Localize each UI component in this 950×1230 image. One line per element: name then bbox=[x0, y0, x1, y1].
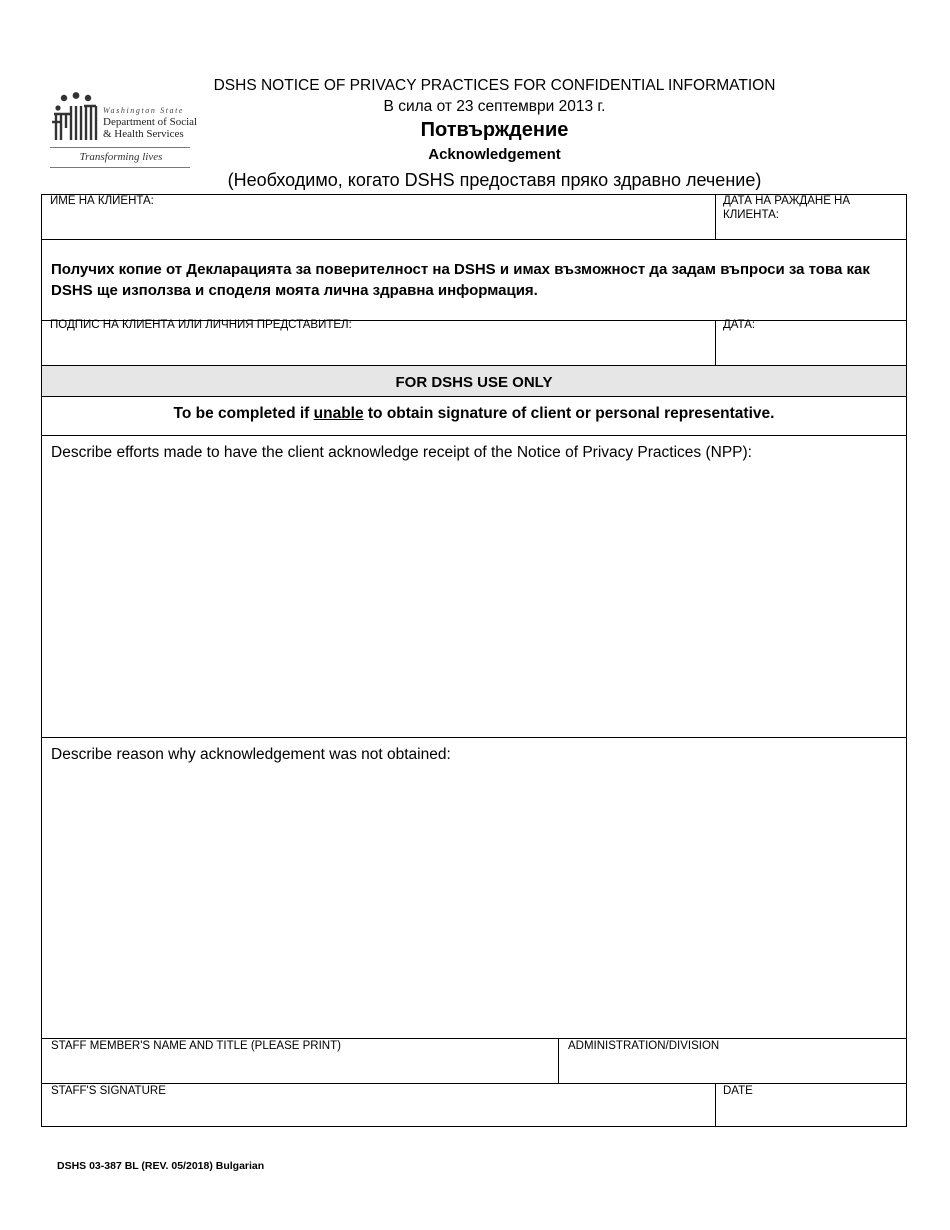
logo-rule bbox=[50, 167, 190, 168]
effective-date: В сила от 23 септември 2013 г. bbox=[383, 98, 606, 115]
staff-name-field[interactable] bbox=[42, 1039, 558, 1083]
logo-rule bbox=[50, 147, 190, 148]
reason-prompt: Describe reason why acknowledgement was not obtained: bbox=[51, 746, 451, 763]
divider bbox=[42, 396, 906, 397]
client-signature-field[interactable] bbox=[42, 321, 715, 365]
header-note: (Необходимо, когато DSHS предоставя пряко здравно лечение) bbox=[227, 170, 762, 190]
staff-name-label: STAFF MEMBER'S NAME AND TITLE (PLEASE PRINT) bbox=[51, 1040, 341, 1052]
dshs-logo bbox=[50, 88, 198, 170]
dshs-only-heading: FOR DSHS USE ONLY bbox=[395, 374, 553, 391]
heading-english: Acknowledgement bbox=[428, 146, 561, 163]
staff-date-label: DATE bbox=[723, 1085, 753, 1097]
acknowledgement-form bbox=[41, 194, 907, 1127]
divider bbox=[42, 737, 906, 738]
efforts-field[interactable] bbox=[42, 467, 906, 737]
client-dob-field[interactable] bbox=[716, 195, 906, 239]
unable-instruction: To be completed if unable to obtain signature of client or personal representative. bbox=[173, 405, 775, 422]
family-logo-icon bbox=[50, 92, 100, 144]
divider bbox=[42, 239, 906, 240]
logo-tagline: Transforming lives bbox=[79, 151, 163, 163]
client-dob-label: ДАТА НА РАЖДАНЕ НА КЛИЕНТА: bbox=[723, 195, 851, 221]
divider bbox=[42, 435, 906, 436]
admin-division-label: ADMINISTRATION/DIVISION bbox=[568, 1040, 720, 1052]
client-name-label: ИМЕ НА КЛИЕНТА: bbox=[50, 195, 154, 207]
form-number: DSHS 03-387 BL (REV. 05/2018) Bulgarian bbox=[57, 1160, 265, 1172]
client-signature-label: ПОДПИС НА КЛИЕНТА ИЛИ ЛИЧНИЯ ПРЕДСТАВИТЕЛ: bbox=[50, 319, 352, 331]
admin-division-field[interactable] bbox=[559, 1039, 906, 1083]
efforts-prompt: Describe efforts made to have the client acknowledge receipt of the Notice of Privacy Practices (NPP): bbox=[51, 444, 752, 461]
date-field[interactable] bbox=[716, 321, 906, 365]
form-title: DSHS NOTICE OF PRIVACY PRACTICES FOR CONFIDENTIAL INFORMATION bbox=[213, 77, 776, 94]
logo-state: Washington State bbox=[103, 106, 185, 115]
date-label: ДАТА: bbox=[723, 319, 756, 331]
staff-signature-label: STAFF'S SIGNATURE bbox=[51, 1085, 166, 1097]
acknowledgement-statement: Получих копие от Декларацията за поверителност на DSHS и имах възможност да задам въпроси за това как DSHS ще използва и споделя моята лична здравна информация. bbox=[51, 261, 870, 299]
staff-date-field[interactable] bbox=[716, 1084, 906, 1126]
heading-bulgarian: Потвърждение bbox=[420, 119, 569, 141]
logo-department: Department of Social & Health Services bbox=[103, 116, 198, 140]
client-name-field[interactable] bbox=[42, 195, 715, 239]
staff-signature-field[interactable] bbox=[42, 1084, 715, 1126]
reason-field[interactable] bbox=[42, 769, 906, 1038]
